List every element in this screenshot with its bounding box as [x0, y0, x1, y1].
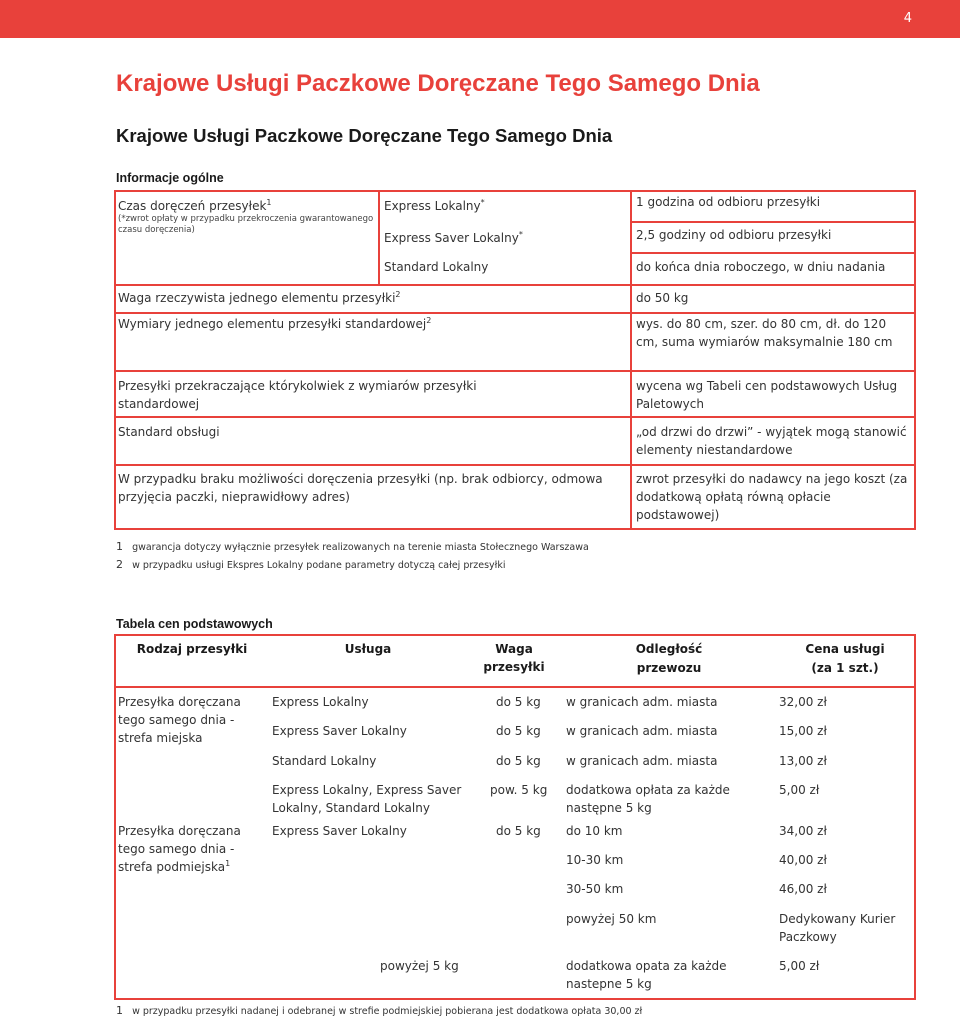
- header-price-2: (za 1 szt.): [811, 661, 879, 675]
- service-express-lokalny: Express Lokalny*: [384, 198, 485, 213]
- row-distance: do 10 km: [566, 824, 623, 838]
- header-price-1: Cena usługi: [805, 642, 885, 656]
- page-number: 4: [903, 11, 912, 26]
- row-price: 15,00 zł: [779, 724, 827, 738]
- price-table-heading: Tabela cen podstawowych: [116, 617, 273, 631]
- row-service: Express Lokalny: [272, 695, 369, 709]
- delivery-time-note: (*zwrot opłaty w przypadku przekroczenia gwarantowanego czasu doręczenia): [118, 214, 374, 235]
- standard-value: „od drzwi do drzwi” - wyjątek mogą stanowić elementy niestandardowe: [636, 425, 907, 457]
- row-distance: 30-50 km: [566, 882, 624, 896]
- zone-suburban: Przesyłka doręczana tego samego dnia - strefa podmiejska$^1$: [118, 824, 241, 874]
- footnote-2: 2 w przypadku usługi Ekspres Lokalny podane parametry dotyczą całej przesyłki: [116, 558, 506, 571]
- no-delivery-value: zwrot przesyłki do nadawcy na jego koszt (za dodatkową opłatą równą opłacie podstawowej): [636, 472, 908, 522]
- row-weight: do 5 kg: [496, 724, 541, 738]
- weight-label: Waga rzeczywista jednego elementu przesyłki$^2$: [118, 290, 401, 305]
- oversize-value: wycena wg Tabeli cen podstawowych Usług Paletowych: [636, 379, 898, 411]
- footnote-3: 1 w przypadku przesyłki nadanej i odebranej w strefie podmiejskiej pobierana jest dodatkowa opłata 30,00 zł: [116, 1004, 643, 1017]
- row-weight: powyżej 5 kg: [380, 959, 459, 973]
- row-distance: 10-30 km: [566, 853, 624, 867]
- row-service: Express Saver Lokalny: [272, 824, 407, 838]
- header-weight: Waga przesyłki: [483, 642, 545, 674]
- service-express-saver-lokalny: Express Saver Lokalny*: [384, 230, 523, 245]
- header-distance-1: Odległość: [635, 642, 703, 656]
- row-price: 46,00 zł: [779, 882, 827, 896]
- row-service: Standard Lokalny: [272, 754, 377, 768]
- row-distance: dodatkowa opłata za każde następne 5 kg: [566, 783, 730, 815]
- time-express: 1 godzina od odbioru przesyłki: [636, 195, 821, 209]
- row-price: Dedykowany Kurier Paczkowy: [779, 912, 896, 944]
- header-distance-2: przewozu: [636, 661, 702, 675]
- row-weight: do 5 kg: [496, 695, 541, 709]
- row-price: 5,00 zł: [779, 783, 820, 797]
- row-price: 34,00 zł: [779, 824, 827, 838]
- row-distance: dodatkowa opata za każde nastepne 5 kg: [566, 959, 727, 991]
- row-distance: w granicach adm. miasta: [566, 695, 718, 709]
- page-title: Krajowe Usługi Paczkowe Doręczane Tego Samego Dnia: [116, 70, 760, 97]
- row-price: 40,00 zł: [779, 853, 827, 867]
- section-title: Krajowe Usługi Paczkowe Doręczane Tego Samego Dnia: [116, 125, 613, 146]
- header-bar: [0, 0, 960, 38]
- no-delivery-label: W przypadku braku możliwości doręczenia przesyłki (np. brak odbiorcy, odmowa przyjęcia paczki, nieprawidłowy adres): [118, 472, 603, 504]
- delivery-time-label: Czas doręczeń przesyłek$^1$: [118, 198, 272, 213]
- row-weight: pow. 5 kg: [490, 783, 548, 797]
- zone-city: Przesyłka doręczana tego samego dnia - strefa miejska: [118, 695, 241, 745]
- row-service: Express Saver Lokalny: [272, 724, 407, 738]
- oversize-label: Przesyłki przekraczające którykolwiek z wymiarów przesyłki standardowej: [118, 379, 477, 411]
- row-service: Express Lokalny, Express Saver Lokalny, Standard Lokalny: [272, 783, 462, 815]
- weight-value: do 50 kg: [636, 291, 689, 305]
- row-distance: w granicach adm. miasta: [566, 724, 718, 738]
- standard-label: Standard obsługi: [118, 425, 220, 439]
- info-heading: Informacje ogólne: [116, 171, 224, 185]
- row-price: 5,00 zł: [779, 959, 820, 973]
- row-distance: w granicach adm. miasta: [566, 754, 718, 768]
- time-standard: do końca dnia roboczego, w dniu nadania: [636, 260, 886, 274]
- row-distance: powyżej 50 km: [566, 912, 657, 926]
- dims-label: Wymiary jednego elementu przesyłki standardowej$^2$: [118, 316, 432, 331]
- service-standard-lokalny: Standard Lokalny: [384, 260, 489, 274]
- row-price: 13,00 zł: [779, 754, 827, 768]
- footnote-1: 1 gwarancja dotyczy wyłącznie przesyłek realizowanych na terenie miasta Stołecznego Warszawa: [116, 540, 589, 553]
- row-weight: do 5 kg: [496, 754, 541, 768]
- row-price: 32,00 zł: [779, 695, 827, 709]
- header-type: Rodzaj przesyłki: [136, 642, 248, 656]
- header-service: Usługa: [344, 642, 392, 656]
- row-weight: do 5 kg: [496, 824, 541, 838]
- dims-value: wys. do 80 cm, szer. do 80 cm, dł. do 120 cm, suma wymiarów maksymalnie 180 cm: [636, 317, 893, 349]
- time-express-saver: 2,5 godziny od odbioru przesyłki: [636, 228, 832, 242]
